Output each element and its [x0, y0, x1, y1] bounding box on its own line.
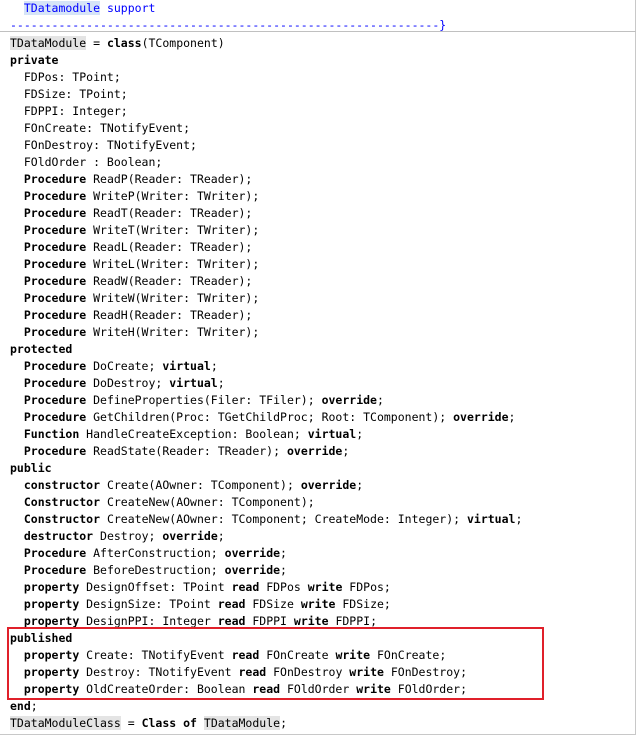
code-token: DesignPPI: Integer — [79, 614, 218, 628]
code-token: write — [335, 648, 371, 662]
code-token: ReadW(Reader: TReader); — [86, 274, 253, 288]
code-token: destructor — [23, 529, 94, 543]
code-line — [10, 205, 252, 222]
code-line — [10, 460, 52, 477]
code-token — [10, 189, 24, 203]
code-token: FDPPI; — [328, 614, 377, 628]
code-token: read — [217, 614, 246, 628]
code-token: virtual — [162, 359, 211, 373]
code-token: (TComponent) — [141, 36, 225, 50]
code-token: TDatamodule — [23, 1, 101, 15]
code-token — [10, 240, 24, 254]
code-token — [10, 291, 24, 305]
code-token: Constructor — [23, 495, 101, 509]
code-token: Procedure — [23, 189, 87, 203]
code-token: published — [10, 631, 73, 645]
code-token — [10, 206, 24, 220]
code-line — [10, 528, 225, 545]
code-token — [10, 597, 24, 611]
code-token: virtual — [466, 512, 516, 526]
code-token — [10, 580, 24, 594]
code-token: property — [23, 665, 80, 679]
code-line — [10, 477, 363, 494]
code-token: property — [23, 682, 80, 696]
code-token: Destroy; — [93, 529, 163, 543]
code-line — [10, 35, 225, 52]
code-token: read — [231, 648, 260, 662]
code-token: Procedure — [23, 257, 87, 271]
code-token: Procedure — [23, 291, 87, 305]
code-line — [10, 17, 446, 34]
code-line — [10, 137, 197, 154]
code-token: FDPos: TPoint; — [10, 70, 121, 84]
code-token — [10, 546, 24, 560]
code-line — [10, 562, 287, 579]
code-token: FOldOrder — [280, 682, 357, 696]
code-token: property — [23, 580, 80, 594]
code-token: WriteL(Writer: TWriter); — [86, 257, 260, 271]
code-token — [10, 495, 24, 509]
code-token: override — [300, 478, 357, 492]
code-token: write — [293, 614, 329, 628]
code-token: constructor — [23, 478, 101, 492]
code-token: read — [238, 665, 267, 679]
code-token: Procedure — [23, 444, 87, 458]
code-token: Procedure — [23, 410, 87, 424]
code-token: override — [224, 546, 281, 560]
code-token: end — [10, 699, 31, 713]
code-token: virtual — [307, 427, 357, 441]
code-token: FDSize — [245, 597, 301, 611]
code-token: FOldOrder : Boolean; — [10, 155, 163, 169]
code-token — [10, 512, 24, 526]
code-token: TDataModule — [10, 36, 87, 50]
code-token: DesignSize: TPoint — [79, 597, 218, 611]
code-token — [197, 716, 204, 730]
code-token: --------------------------------------------------------------} — [10, 18, 447, 32]
code-token: write — [356, 682, 391, 696]
code-token: BeforeDestruction; — [86, 563, 225, 577]
code-line — [10, 341, 72, 358]
code-token: ReadP(Reader: TReader); — [86, 172, 253, 186]
code-token: FOnDestroy — [266, 665, 350, 679]
code-token — [10, 563, 24, 577]
code-token: FDPPI — [245, 614, 294, 628]
code-token: TDataModuleClass — [10, 716, 121, 730]
code-token: FDPos — [259, 580, 308, 594]
code-token: ; — [210, 359, 218, 373]
code-token: DefineProperties(Filer: TFiler); — [86, 393, 322, 407]
code-token: ReadL(Reader: TReader); — [86, 240, 253, 254]
code-token: class — [106, 36, 142, 50]
code-token: property — [23, 648, 80, 662]
code-token: write — [349, 665, 384, 679]
code-line — [10, 426, 363, 443]
code-token: ; — [376, 393, 384, 407]
code-token: DoDestroy; — [86, 376, 170, 390]
code-token: override — [224, 563, 281, 577]
code-line — [10, 511, 522, 528]
code-line — [10, 392, 384, 409]
code-token: FOldOrder; — [390, 682, 468, 696]
code-token: private — [10, 53, 59, 67]
code-token: ; — [342, 444, 350, 458]
code-token — [10, 444, 24, 458]
code-token — [10, 478, 24, 492]
code-token: write — [307, 580, 343, 594]
code-token — [10, 376, 24, 390]
code-token — [10, 223, 24, 237]
published-section-highlight — [7, 627, 544, 700]
code-token: override — [286, 444, 343, 458]
code-line — [10, 86, 128, 103]
code-line — [10, 443, 349, 460]
code-line — [10, 239, 252, 256]
code-token: WriteT(Writer: TWriter); — [86, 223, 260, 237]
code-token: Procedure — [23, 393, 87, 407]
code-token: property — [23, 597, 80, 611]
code-line — [10, 69, 121, 86]
code-token: Procedure — [23, 223, 87, 237]
code-token: public — [10, 461, 52, 475]
code-token: Create(AOwner: TComponent); — [100, 478, 301, 492]
code-token: Procedure — [23, 308, 87, 322]
code-line — [10, 222, 259, 239]
code-token: FOnDestroy: TNotifyEvent; — [10, 138, 197, 152]
code-token: ; — [217, 529, 225, 543]
code-token: Procedure — [23, 546, 87, 560]
code-token: FDPPI: Integer; — [10, 104, 128, 118]
code-line — [10, 375, 225, 392]
code-token: Procedure — [23, 376, 87, 390]
code-token: ; — [30, 699, 38, 713]
code-token: Procedure — [23, 274, 87, 288]
code-token: WriteW(Writer: TWriter); — [86, 291, 260, 305]
code-line — [10, 715, 287, 732]
code-token: read — [231, 580, 260, 594]
code-token: override — [162, 529, 218, 543]
code-token: Procedure — [23, 172, 87, 186]
code-token: Function — [23, 427, 80, 441]
code-line — [10, 545, 287, 562]
code-token: TDataModule — [203, 716, 281, 730]
code-line — [10, 290, 259, 307]
code-token: Procedure — [23, 325, 87, 339]
code-line — [10, 409, 515, 426]
code-token: HandleCreateException: Boolean; — [79, 427, 308, 441]
code-line — [10, 273, 252, 290]
code-token: protected — [10, 342, 73, 356]
code-line — [10, 596, 391, 613]
code-line — [10, 494, 315, 511]
code-line — [10, 171, 252, 188]
code-token: CreateNew(AOwner: TComponent); — [100, 495, 315, 509]
code-token: FOnCreate — [259, 648, 336, 662]
code-token: Procedure — [23, 563, 87, 577]
code-token: FDSize: TPoint; — [10, 87, 128, 101]
code-token: override — [453, 410, 509, 424]
code-token: Destroy: TNotifyEvent — [79, 665, 239, 679]
code-token: Class of — [141, 716, 197, 730]
code-line — [10, 358, 218, 375]
code-line — [10, 154, 162, 171]
code-line — [10, 0, 155, 17]
code-line — [10, 52, 58, 69]
code-token: ; — [356, 478, 364, 492]
code-token: support — [100, 1, 156, 15]
code-token: Constructor — [23, 512, 101, 526]
code-token: AfterConstruction; — [86, 546, 225, 560]
code-token — [10, 529, 24, 543]
code-token: ; — [217, 376, 225, 390]
code-line — [10, 103, 128, 120]
code-token — [10, 410, 24, 424]
code-line — [10, 324, 259, 341]
code-token: FDSize; — [335, 597, 391, 611]
code-token: write — [300, 597, 336, 611]
code-token: ReadH(Reader: TReader); — [86, 308, 253, 322]
code-token: virtual — [169, 376, 218, 390]
code-line — [10, 579, 391, 596]
code-line — [10, 188, 259, 205]
code-token: FOnDestroy; — [383, 665, 468, 679]
code-line — [10, 698, 38, 715]
code-token: OldCreateOrder: Boolean — [79, 682, 253, 696]
code-token: Procedure — [23, 240, 87, 254]
code-line — [10, 307, 252, 324]
code-token: = — [120, 716, 142, 730]
code-token: ; — [280, 716, 287, 730]
code-token: FDPos; — [342, 580, 391, 594]
code-token — [10, 257, 24, 271]
code-token — [10, 308, 24, 322]
code-token — [10, 427, 24, 441]
code-token: WriteH(Writer: TWriter); — [86, 325, 260, 339]
code-token — [10, 359, 24, 373]
code-token: ReadT(Reader: TReader); — [86, 206, 253, 220]
code-token: ; — [280, 546, 287, 560]
code-token: override — [321, 393, 377, 407]
code-token: Procedure — [23, 206, 87, 220]
code-token: read — [217, 597, 246, 611]
code-token: DoCreate; — [86, 359, 163, 373]
code-token: ; — [356, 427, 364, 441]
code-token: ReadState(Reader: TReader); — [86, 444, 287, 458]
code-line — [10, 256, 259, 273]
code-token: ; — [280, 563, 287, 577]
code-token — [10, 274, 24, 288]
code-token: FOnCreate; — [370, 648, 447, 662]
code-token: DesignOffset: TPoint — [79, 580, 232, 594]
code-token: GetChildren(Proc: TGetChildProc; Root: TComponent); — [86, 410, 454, 424]
code-token: CreateNew(AOwner: TComponent; CreateMode: Integer); — [100, 512, 467, 526]
code-token: FOnCreate: TNotifyEvent; — [10, 121, 191, 135]
code-token: Create: TNotifyEvent — [79, 648, 232, 662]
code-token — [10, 325, 24, 339]
code-token: Procedure — [23, 359, 87, 373]
code-token: ; — [515, 512, 523, 526]
code-token: property — [23, 614, 80, 628]
code-token: = — [86, 36, 107, 50]
code-token: read — [252, 682, 281, 696]
code-token — [10, 172, 24, 186]
code-line — [10, 120, 190, 137]
code-token: ; — [508, 410, 516, 424]
code-token — [10, 393, 24, 407]
code-token: WriteP(Writer: TWriter); — [86, 189, 260, 203]
code-token — [10, 614, 24, 628]
